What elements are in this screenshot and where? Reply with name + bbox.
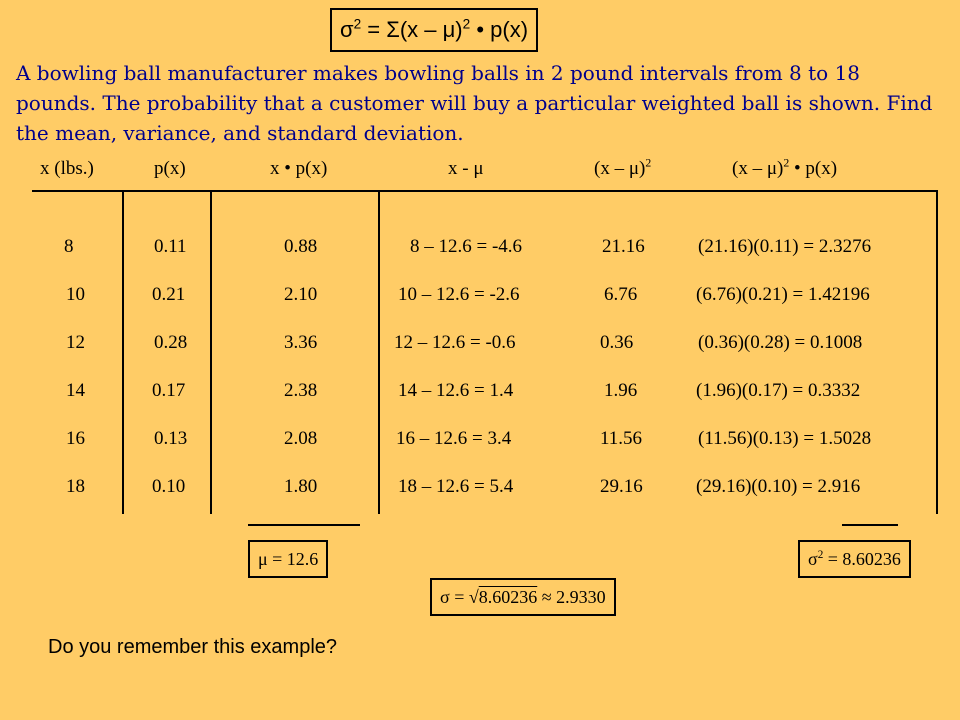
- column-divider-1: [122, 190, 124, 514]
- variance-box: [798, 540, 911, 578]
- cell-deviation: 10 – 12.6 = -2.6: [398, 284, 520, 305]
- cell-squared: 29.16: [600, 476, 643, 497]
- sum-rule-xpx: [248, 524, 360, 526]
- header-product-end: • p(x): [789, 158, 838, 179]
- cell-px: 0.13: [154, 428, 188, 449]
- variance-value: = 8.60236: [823, 549, 901, 569]
- cell-deviation: 16 – 12.6 = 3.4: [396, 428, 512, 449]
- cell-px: 0.17: [152, 380, 186, 401]
- cell-product: (11.56)(0.13) = 1.5028: [698, 428, 872, 449]
- variance-exp: 2: [817, 549, 824, 561]
- header-product-base: (x – μ): [732, 158, 784, 179]
- cell-xpx: 2.38: [284, 380, 318, 401]
- header-squared: [594, 158, 651, 180]
- stddev-prefix: σ = √: [440, 587, 479, 607]
- cell-x: 8: [64, 236, 74, 257]
- cell-px: 0.28: [154, 332, 188, 353]
- cell-px: 0.10: [152, 476, 186, 497]
- cell-squared: 6.76: [604, 284, 638, 305]
- cell-deviation: 8 – 12.6 = -4.6: [410, 236, 523, 257]
- cell-product: (0.36)(0.28) = 0.1008: [698, 332, 863, 353]
- header-deviation: x - μ: [448, 158, 484, 179]
- header-xpx: x • p(x): [270, 158, 328, 179]
- formula-sigma: σ: [340, 17, 354, 42]
- mean-box: μ = 12.6: [248, 540, 328, 578]
- header-squared-base: (x – μ): [594, 158, 646, 179]
- stddev-box: [430, 578, 616, 616]
- variance-sigma: σ: [808, 549, 818, 569]
- cell-deviation: 12 – 12.6 = -0.6: [394, 332, 516, 353]
- cell-x: 12: [66, 332, 85, 353]
- cell-x: 10: [66, 284, 85, 305]
- cell-x: 14: [66, 380, 85, 401]
- formula-middle: = Σ(x – μ): [361, 17, 463, 42]
- header-px: p(x): [154, 158, 186, 179]
- formula-exp2: 2: [462, 16, 471, 32]
- header-x: x (lbs.): [40, 158, 94, 179]
- header-squared-exp: 2: [645, 156, 652, 170]
- column-divider-3: [378, 190, 380, 514]
- formula-exp1: 2: [353, 16, 362, 32]
- problem-statement: A bowling ball manufacturer makes bowling balls in 2 pound intervals from 8 to 18 pounds. The probability that a customer will buy a particular weighted ball is shown. Find the mean, variance, and standard deviation.: [16, 61, 933, 145]
- cell-xpx: 3.36: [284, 332, 318, 353]
- column-divider-4: [936, 190, 938, 514]
- cell-x: 16: [66, 428, 85, 449]
- cell-px: 0.21: [152, 284, 186, 305]
- cell-squared: 0.36: [600, 332, 634, 353]
- stddev-result: ≈ 2.9330: [537, 587, 606, 607]
- header-product: [732, 158, 837, 180]
- cell-product: (6.76)(0.21) = 1.42196: [696, 284, 870, 305]
- stddev-radicand: 8.60236: [478, 587, 538, 607]
- cell-squared: 1.96: [604, 380, 638, 401]
- variance-formula-box: [330, 8, 538, 52]
- cell-product: (21.16)(0.11) = 2.3276: [698, 236, 872, 257]
- sum-rule-product: [842, 524, 898, 526]
- formula-end: • p(x): [470, 17, 529, 42]
- cell-product: (29.16)(0.10) = 2.916: [696, 476, 861, 497]
- cell-px: 0.11: [154, 236, 187, 257]
- header-product-exp: 2: [783, 156, 790, 170]
- cell-deviation: 14 – 12.6 = 1.4: [398, 380, 514, 401]
- cell-xpx: 0.88: [284, 236, 318, 257]
- cell-squared: 21.16: [602, 236, 645, 257]
- cell-x: 18: [66, 476, 85, 497]
- cell-xpx: 1.80: [284, 476, 318, 497]
- cell-squared: 11.56: [600, 428, 643, 449]
- cell-xpx: 2.08: [284, 428, 318, 449]
- closing-question: Do you remember this example?: [48, 636, 338, 658]
- cell-deviation: 18 – 12.6 = 5.4: [398, 476, 514, 497]
- column-divider-2: [210, 190, 212, 514]
- header-rule: [32, 190, 938, 192]
- cell-xpx: 2.10: [284, 284, 318, 305]
- cell-product: (1.96)(0.17) = 0.3332: [696, 380, 861, 401]
